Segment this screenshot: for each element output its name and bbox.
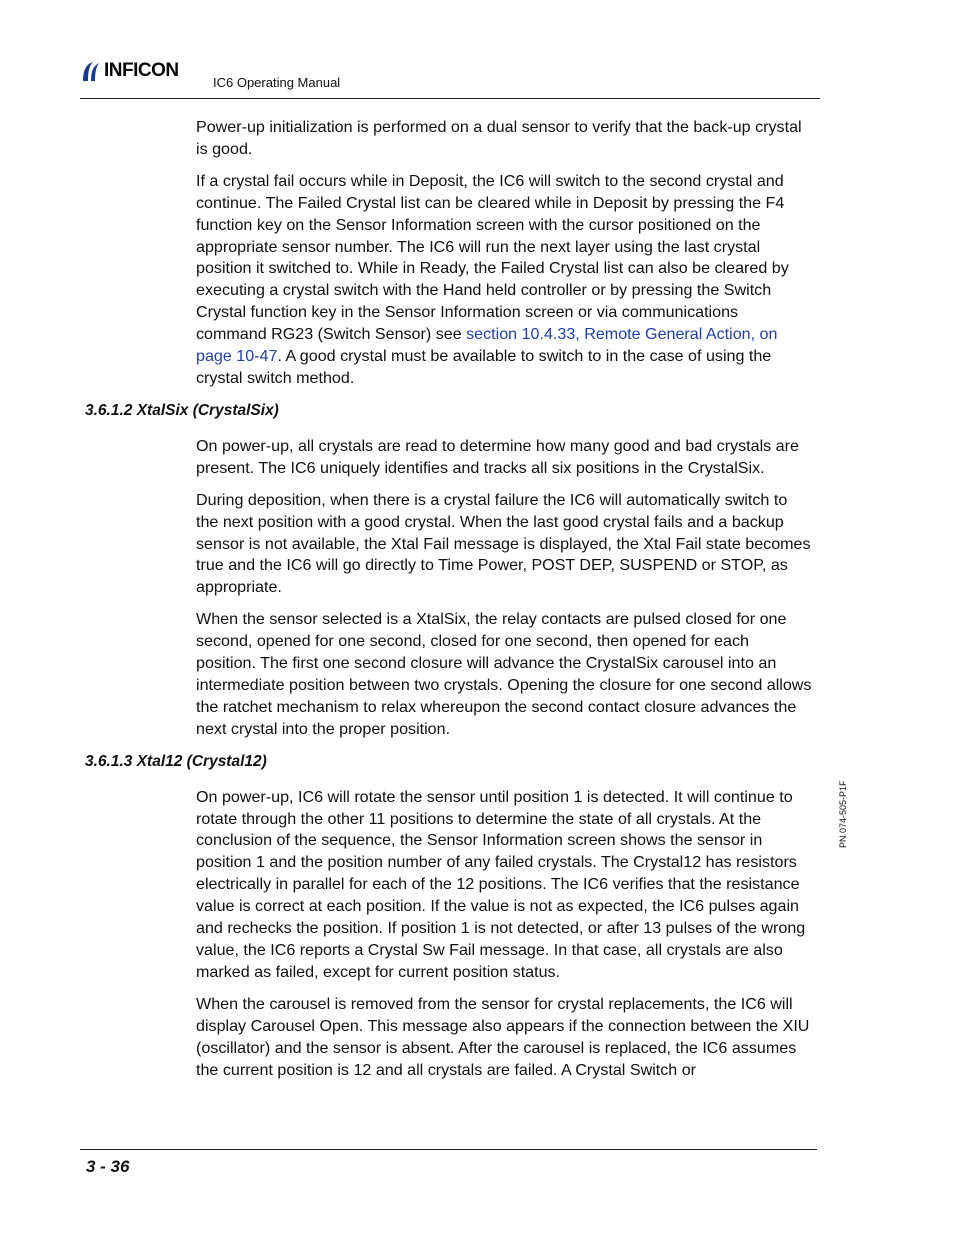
footer-divider xyxy=(80,1149,817,1150)
section-heading-xtal12: 3.6.1.3 Xtal12 (Crystal12) xyxy=(85,752,267,770)
inficon-logo xyxy=(80,58,179,84)
paragraph-xtal12-carousel: When the carousel is removed from the sensor for crystal replacements, the IC6 will display Carousel Open. This message also appears if the connection between the XIU (oscillator) and the sensor is absent. After the carousel is replaced, the IC6 assumes the current position is 12 and all crystals are failed. A Crystal Switch or xyxy=(196,994,810,1079)
paragraph-text: If a crystal fail occurs while in Deposit, the IC6 will switch to the second crystal and continue. The Failed Crystal list can be cleared while in Deposit by pressing the F4 function key on the Sensor Information screen with the cursor positioned on the appropriate sensor number. The IC6 will run the next layer using the last crystal position it switched to. While in Ready, the Failed Crystal list can also be cleared by executing a crystal switch with the Hand held controller or by pressing the Switch Crystal function key in the Sensor Information screen or via communications command RG23 (Switch Sensor) see xyxy=(196,171,789,344)
page-header xyxy=(80,58,820,100)
section-heading-xtalsix: 3.6.1.2 XtalSix (CrystalSix) xyxy=(85,401,279,419)
paragraph-xtal12-powerup: On power-up, IC6 will rotate the sensor until position 1 is detected. It will continue to rotate through the other 11 positions to determine the state of all crystals. At the conclusion of the sequence, the Sensor Information screen shows the sensor in position 1 and the position number of any failed crystals. The Crystal12 has resistors electrically in parallel for each of the 12 positions. The IC6 verifies that the resistance value is correct at each position. If the value is not as expected, the IC6 pulses again and rechecks the position. If position 1 is not detected, or after 13 pulses of the wrong value, the IC6 reports a Crystal Sw Fail message. In that case, all crystals are also marked as failed, except for current position status. xyxy=(196,787,806,981)
manual-title: IC6 Operating Manual xyxy=(213,75,341,90)
part-number-label: PN 074-505-P1F xyxy=(838,780,848,848)
section-reference-link[interactable]: section 10.4.33, Remote General Action, on page 10-47 xyxy=(196,325,778,366)
inficon-swoosh-icon xyxy=(80,59,102,83)
logo-text: INFICON xyxy=(104,60,179,81)
paragraph-dual-sensor: Power-up initialization is performed on a dual sensor to verify that the back-up crystal is good. xyxy=(196,118,802,158)
paragraph-text: . A good crystal must be available to switch to in the case of using the crystal switch method. xyxy=(196,347,772,387)
paragraph-xtalsix-powerup: On power-up, all crystals are read to determine how many good and bad crystals are present. The IC6 uniquely identifies and tracks all six positions in the CrystalSix. xyxy=(196,436,799,477)
page-content xyxy=(85,117,812,1091)
paragraph-xtalsix-relay: When the sensor selected is a XtalSix, the relay contacts are pulsed closed for one second, opened for one second, closed for one second, then opened for each position. The first one second closure will advance the CrystalSix carousel into an intermediate position between two crystals. Opening the closure for one second allows the ratchet mechanism to relax whereupon the second contact closure advances the next crystal into the proper position. xyxy=(196,610,812,738)
paragraph-crystal-fail xyxy=(196,171,812,390)
header-divider xyxy=(80,98,820,99)
page-number: 3 - 36 xyxy=(86,1157,130,1176)
paragraph-xtalsix-deposition: During deposition, when there is a crystal failure the IC6 will automatically switch to the next position with a good crystal. When the last good crystal fails and a backup sensor is not available, the Xtal Fail message is displayed, the Xtal Fail state becomes true and the IC6 will go directly to Time Power, POST DEP, SUSPEND or STOP, as appropriate. xyxy=(196,490,811,597)
